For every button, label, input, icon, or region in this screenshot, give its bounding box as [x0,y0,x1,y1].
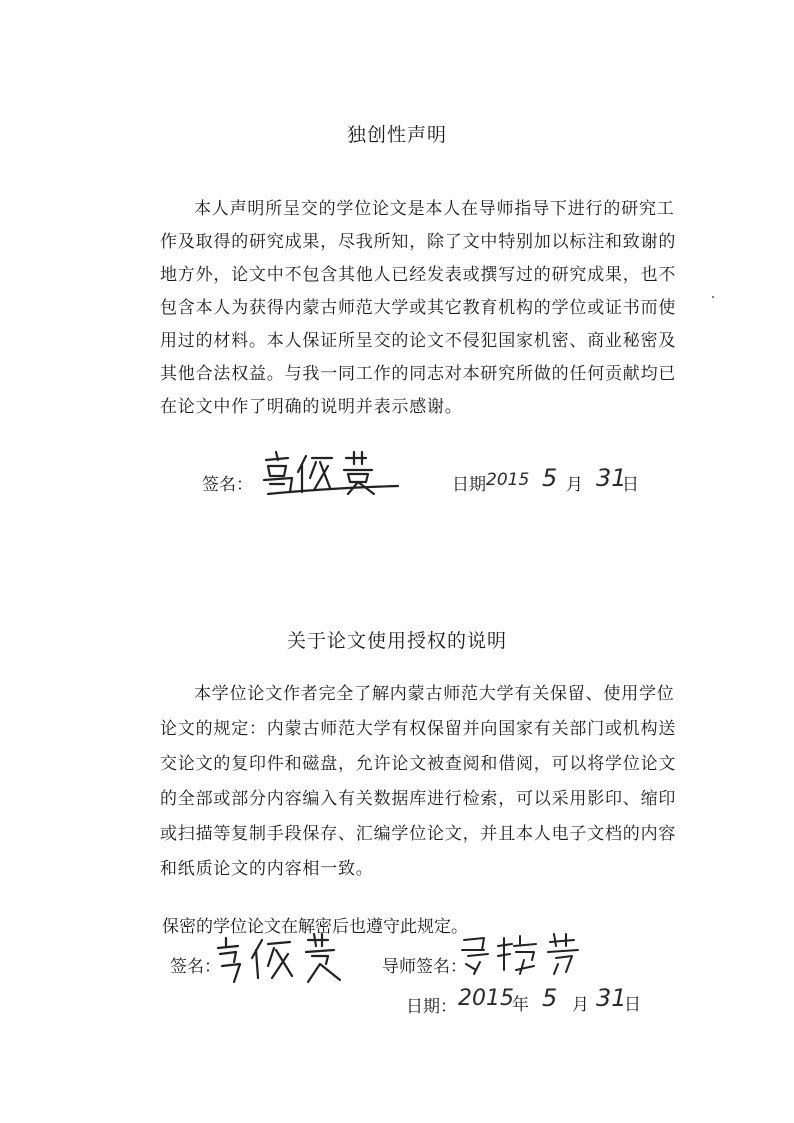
authorization-date-year: 2015 [458,986,514,1011]
author-sign-label: 签名： [170,957,221,977]
secret-note: 保密的学位论文在解密后也遵守此规定。 [162,917,468,937]
authorization-date-day: 31 [596,984,627,1012]
authorization-body: 本学位论文作者完全了解内蒙古师范大学有关保留、使用学位论文的规定：内蒙古师范大学有权保留并向国家有关部门或机构送交论文的复印件和磁盘，允许论文被查阅和借阅，可以将学位论文的全部或部分内容编入有关数据库进行检索，可以采用影印、缩印或扫描等复制手段保存、汇编学位论文，并且本人电子文档的内容和纸质论文的内容相一致。 [160,684,677,879]
authorization-date-year-unit: 年 [512,995,529,1015]
advisor-sign-label: 导师签名： [382,957,467,977]
declaration-date-label: 日期 [452,475,486,495]
declaration-date-month-unit: 月 [566,475,583,495]
declaration-title: 独创性声明 [346,124,447,146]
advisor-signature [454,930,584,980]
declaration-date-month: 5 [542,464,558,492]
declaration-date-day-unit: 日 [622,475,639,495]
scan-speck [712,296,714,298]
author-signature [258,448,408,498]
authorization-title: 关于论文使用授权的说明 [286,630,507,652]
declaration-date-year: 2015 [486,470,530,490]
declaration-date-day: 31 [596,464,627,492]
declaration-sign-label: 签名： [202,475,253,495]
authorization-date-day-unit: 日 [624,995,641,1015]
authorization-date-month-unit: 月 [572,995,589,1015]
declaration-body: 本人声明所呈交的学位论文是本人在导师指导下进行的研究工作及取得的研究成果，尽我所知，除了文中特别加以标注和致谢的地方外，论文中不包含其他人已经发表或撰写过的研究成果，也不包含本人为获得内蒙古师范大学或其它教育机构的学位或证书而使用过的材料。本人保证所呈交的论文不侵犯国家机密、商业秘密及其他合法权益。与我一同工作的同志对本研究所做的任何贡献均已在论文中作了明确的说明并表示感谢。 [160,199,677,417]
authorization-date-label: 日期： [406,997,457,1017]
author-signature-2 [212,932,352,986]
authorization-date-month: 5 [542,984,558,1012]
